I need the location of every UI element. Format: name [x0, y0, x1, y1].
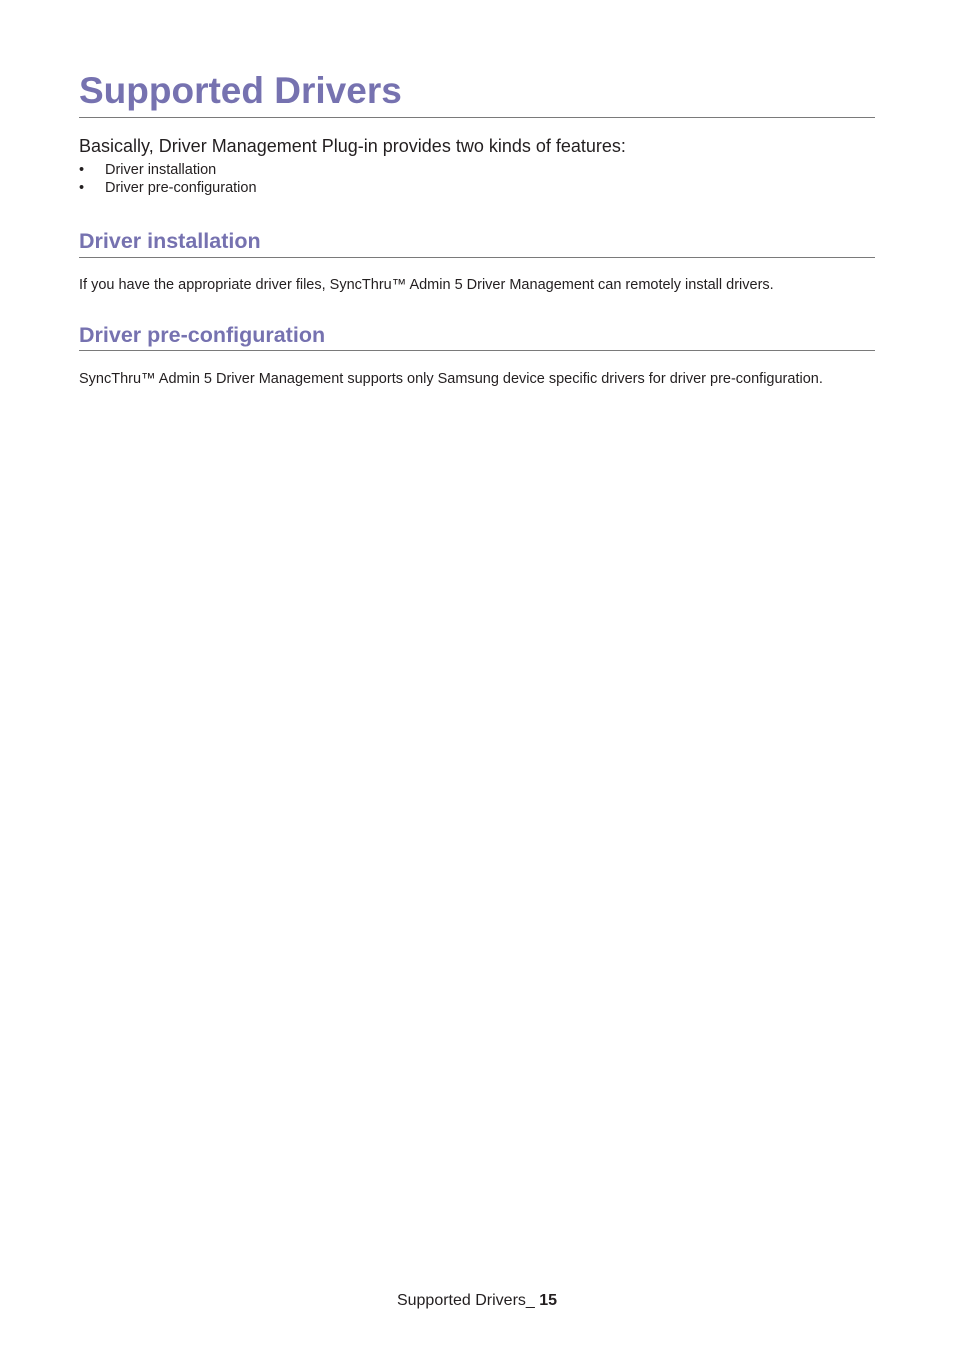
- section-body-driver-pre-configuration: SyncThru™ Admin 5 Driver Management supports only Samsung device specific drivers for driver pre-configuration.: [79, 371, 823, 387]
- section-divider: [79, 257, 875, 258]
- section-heading-driver-installation: Driver installation: [79, 229, 261, 253]
- list-item: [79, 179, 257, 197]
- feature-label: Driver pre-configuration: [105, 180, 257, 196]
- page-number: 15: [539, 1292, 558, 1309]
- feature-label: Driver installation: [105, 162, 217, 178]
- section-heading-driver-pre-configuration: Driver pre-configuration: [79, 323, 326, 347]
- page-title: Supported Drivers: [79, 70, 402, 111]
- footer-label: Supported Drivers_: [396, 1292, 540, 1309]
- intro-paragraph: Basically, Driver Management Plug-in provides two kinds of features:: [79, 136, 626, 156]
- bullet-icon: •: [79, 180, 85, 196]
- page-footer: [0, 1290, 954, 1312]
- bullet-icon: •: [79, 162, 85, 178]
- feature-list: [79, 161, 257, 197]
- list-item: [79, 161, 257, 179]
- section-body-driver-installation: If you have the appropriate driver files, SyncThru™ Admin 5 Driver Management can remotely install drivers.: [79, 277, 774, 293]
- title-divider: [79, 117, 875, 118]
- section-divider: [79, 350, 875, 351]
